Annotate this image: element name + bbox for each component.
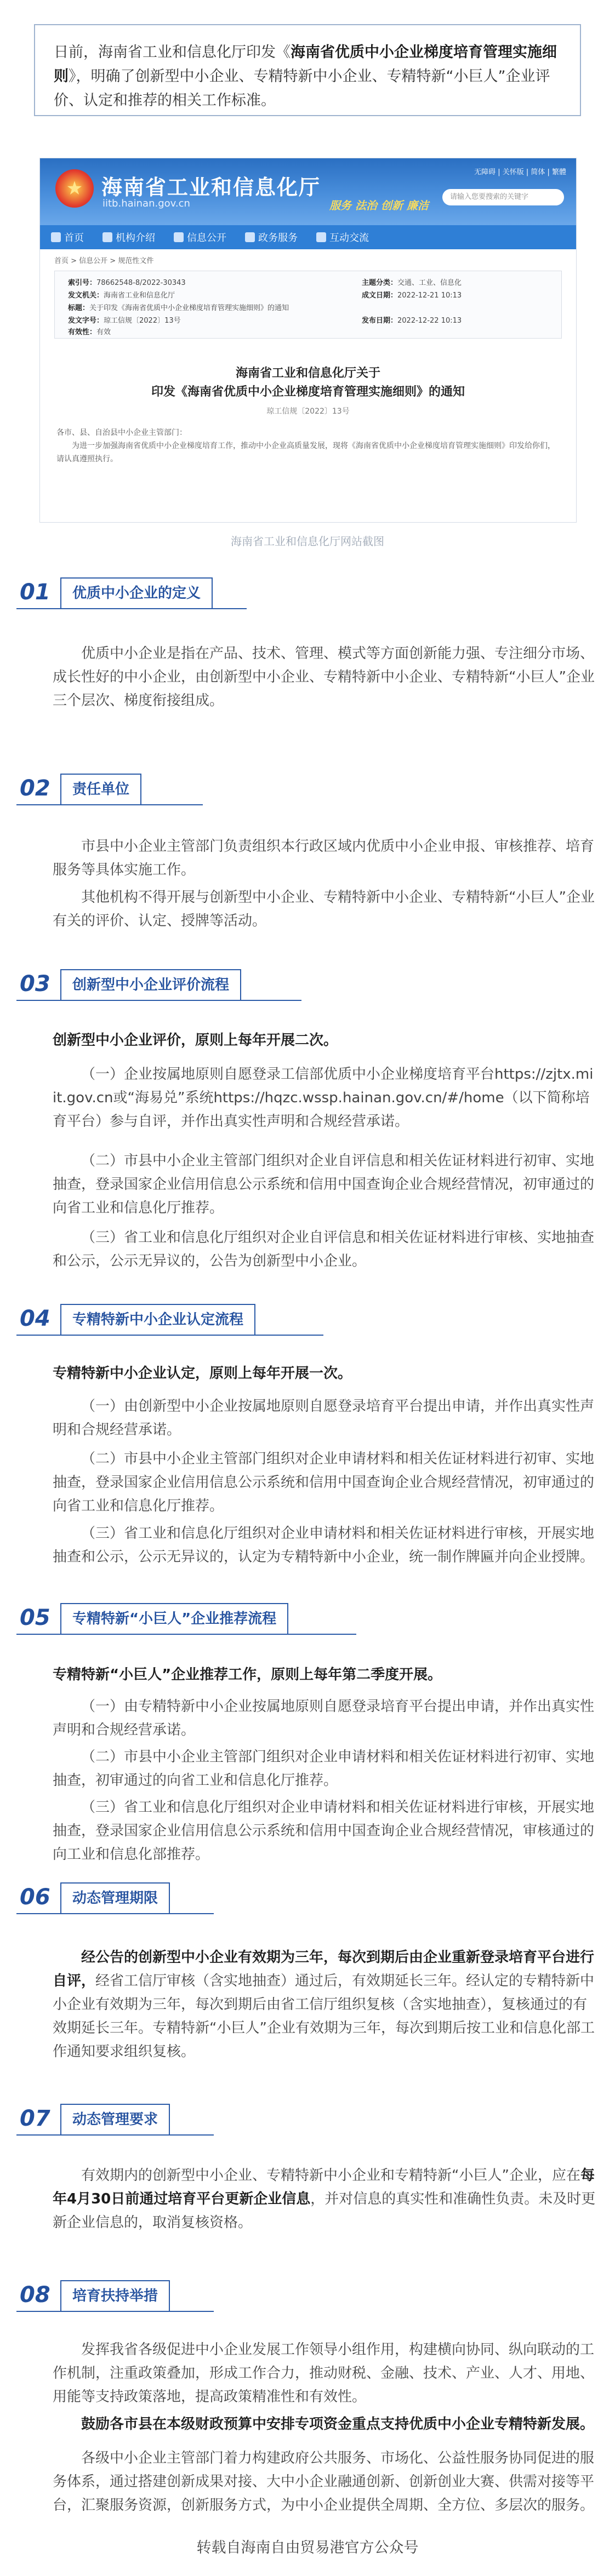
s1-paragraph: 优质中小企业是指在产品、技术、管理、模式等方面创新能力强、专注细分市场、成长性好的中小企业，由创新型中小企业、专精特新中小企业、专精特新“小巨人”企业三个层次、梯度衔接组成。	[53, 645, 595, 709]
s7-paragraph: 有效期内的创新型中小企业、专精特新中小企业和专精特新“小巨人”企业，应在每年4月30日前通过培育平台更新企业信息，并对信息的真实性和准确性负责。未及时更新企业信息的，取消复核资格。	[53, 2167, 596, 2231]
site-url: iitb.hainan.gov.cn	[102, 198, 190, 209]
section-heading-04: 04 专精特新中小企业认定流程	[16, 1303, 323, 1336]
section-heading-06: 06 动态管理期限	[16, 1881, 214, 1914]
header-links: 无障碍 | 关怀版 | 简体 | 繁體	[474, 168, 566, 176]
s3-paragraph-3: （三）省工业和信息化厅组织对企业自评信息和相关佐证材料进行审核、实地抽查和公示，公示无异议的，公告为创新型中小企业。	[53, 1229, 595, 1269]
info-icon	[174, 232, 184, 242]
s5-lead: 专精特新“小巨人”企业推荐工作，原则上每年第二季度开展。	[53, 1667, 442, 1683]
doc-number: 琼工信规〔2022〕13号	[266, 407, 350, 416]
section-heading-03: 03 创新型中小企业评价流程	[16, 968, 301, 1001]
intro-box	[34, 24, 581, 116]
screenshot-caption: 海南省工业和信息化厅网站截图	[231, 535, 384, 548]
section-heading-02: 02 责任单位	[16, 772, 203, 805]
site-search-input: 请输入您要搜索的关键字	[442, 189, 564, 205]
s5-paragraph-3: （三）省工业和信息化厅组织对企业申请材料和相关佐证材料进行审核，开展实地抽查，登录国家企业信用信息公示系统和信用中国查询企业合规经营情况，审核通过的向工业和信息化部推荐。	[53, 1799, 595, 1863]
nav-item-home: 首页	[51, 230, 84, 244]
s4-lead: 专精特新中小企业认定，原则上每年开展一次。	[53, 1365, 352, 1382]
s3-lead: 创新型中小企业评价，原则上每年开展二次。	[53, 1032, 338, 1049]
site-nav	[40, 225, 576, 249]
s3-paragraph-1: （一）企业按属地原则自愿登录工信部优质中小企业梯度培育平台https://zjtx.miit.gov.cn或“海易兑”系统https://hqzc.wssp.hainan.gov.cn/#/home（以下简称培育平台）参与自评，并作出真实性声明和合规经营承诺。	[53, 1066, 594, 1130]
s2-paragraph-2: 其他机构不得开展与创新型中小企业、专精特新中小企业、专精特新“小巨人”企业有关的评价、认定、授牌等活动。	[53, 889, 595, 929]
s8-paragraph-1: 发挥我省各级促进中小企业发展工作领导小组作用，构建横向协同、纵向联动的工作机制，注重政策叠加，形成工作合力，推动财税、金融、技术、产业、人才、用地、用能等支持政策落地，提高政策精准性和有效性。	[53, 2342, 595, 2405]
breadcrumb: 首页 > 信息公开 > 规范性文件	[54, 257, 154, 265]
nav-item-org: 机构介绍	[102, 230, 155, 244]
doc-title: 海南省工业和信息化厅关于 印发《海南省优质中小企业梯度培育管理实施细则》的通知	[151, 366, 465, 399]
section-heading-08: 08 培育扶持举措	[16, 2279, 214, 2312]
doc-meta-table: 索引号：78662548-8/2022-30343 发文机关：海南省工业和信息化厅 标题：关于印发《海南省优质中小企业梯度培育管理实施细则》的通知 发文字号：琼工信规〔2022〕13号 有效性：有效 主题分类：交通、工业、信息化 成文日期：2022-12-21 10:13 发布日期：2022-12-22 10:13	[54, 271, 562, 339]
chat-icon	[316, 232, 326, 242]
org-icon	[102, 232, 112, 242]
source-footer: 转载自海南自由贸易港官方公众号	[196, 2539, 419, 2556]
national-emblem-icon: ★	[55, 169, 94, 208]
service-icon	[245, 232, 255, 242]
s5-paragraph-2: （二）市县中小企业主管部门组织对企业申请材料和相关佐证材料进行初审、实地抽查，初审通过的向省工业和信息化厅推荐。	[53, 1749, 595, 1789]
section-heading-01: 01 优质中小企业的定义	[16, 576, 247, 609]
section-heading-05: 05 专精特新“小巨人”企业推荐流程	[16, 1602, 356, 1635]
s5-paragraph-1: （一）由专精特新中小企业按属地原则自愿登录培育平台提出申请，并作出真实性声明和合规经营承诺。	[53, 1698, 595, 1738]
nav-item-info: 信息公开	[174, 230, 226, 244]
site-name: 海南省工业和信息化厅	[101, 175, 321, 199]
doc-body: 各市、县、自治县中小企业主管部门： 为进一步加强海南省优质中小企业梯度培育工作，推动中小企业高质量发展，现将《海南省优质中小企业梯度培育管理实施细则》印发给你们，请认真遵照执行。	[56, 428, 555, 463]
home-icon	[51, 232, 61, 242]
intro-text-end: 》，明确了创新型中小企业、专精特新中小企业、专精特新“小巨人”企业评价、认定和推荐的相关工作标准。	[54, 68, 550, 109]
s8-paragraph-2: 各级中小企业主管部门着力构建政府公共服务、市场化、公益性服务协同促进的服务体系，通过搭建创新成果对接、大中小企业融通创新、创新创业大赛、供需对接等平台，汇聚服务资源，创新服务方式，为中小企业提供全周期、全方位、多层次的服务。	[53, 2450, 595, 2514]
s8-lead: 鼓励各市县在本级财政预算中安排专项资金重点支持优质中小企业专精特新发展。	[81, 2416, 595, 2432]
s3-paragraph-2: （二）市县中小企业主管部门组织对企业自评信息和相关佐证材料进行初审、实地抽查，登录国家企业信用信息公示系统和信用中国查询企业合规经营情况，初审通过的向省工业和信息化厅推荐。	[53, 1153, 595, 1216]
nav-item-service: 政务服务	[245, 230, 298, 244]
site-header	[40, 158, 576, 225]
site-slogan: 服务 法治 创新 廉洁	[329, 199, 429, 212]
s4-paragraph-2: （二）市县中小企业主管部门组织对企业申请材料和相关佐证材料进行初审、实地抽查，登录国家企业信用信息公示系统和信用中国查询企业合规经营情况，初审通过的向省工业和信息化厅推荐。	[53, 1451, 595, 1514]
s6-paragraph: 经公告的创新型中小企业有效期为三年，每次到期后由企业重新登录培育平台进行自评，经省工信厅审核（含实地抽查）通过后，有效期延长三年。经认定的专精特新中小企业有效期为三年，每次到期后由省工信厅组织复核（含实地抽查），复核通过的有效期延长三年。专精特新“小巨人”企业有效期为三年，每次到期后按工业和信息化部工作通知要求组织复核。	[53, 1949, 595, 2060]
intro-bold-title: 海南省优质中小企业梯度培育管理实施细则	[54, 44, 557, 85]
website-screenshot	[39, 158, 577, 523]
nav-item-interact: 互动交流	[316, 230, 369, 244]
s2-paragraph-1: 市县中小企业主管部门负责组织本行政区域内优质中小企业申报、审核推荐、培育服务等具体实施工作。	[53, 838, 595, 878]
intro-text: 日前，海南省工业和信息化厅印发《	[54, 44, 291, 61]
s4-paragraph-3: （三）省工业和信息化厅组织对企业申请材料和相关佐证材料进行审核，开展实地抽查和公示，公示无异议的，认定为专精特新中小企业，统一制作牌匾并向企业授牌。	[53, 1525, 595, 1565]
s4-paragraph-1: （一）由创新型中小企业按属地原则自愿登录培育平台提出申请，并作出真实性声明和合规经营承诺。	[53, 1398, 595, 1438]
section-heading-07: 07 动态管理要求	[16, 2103, 214, 2136]
